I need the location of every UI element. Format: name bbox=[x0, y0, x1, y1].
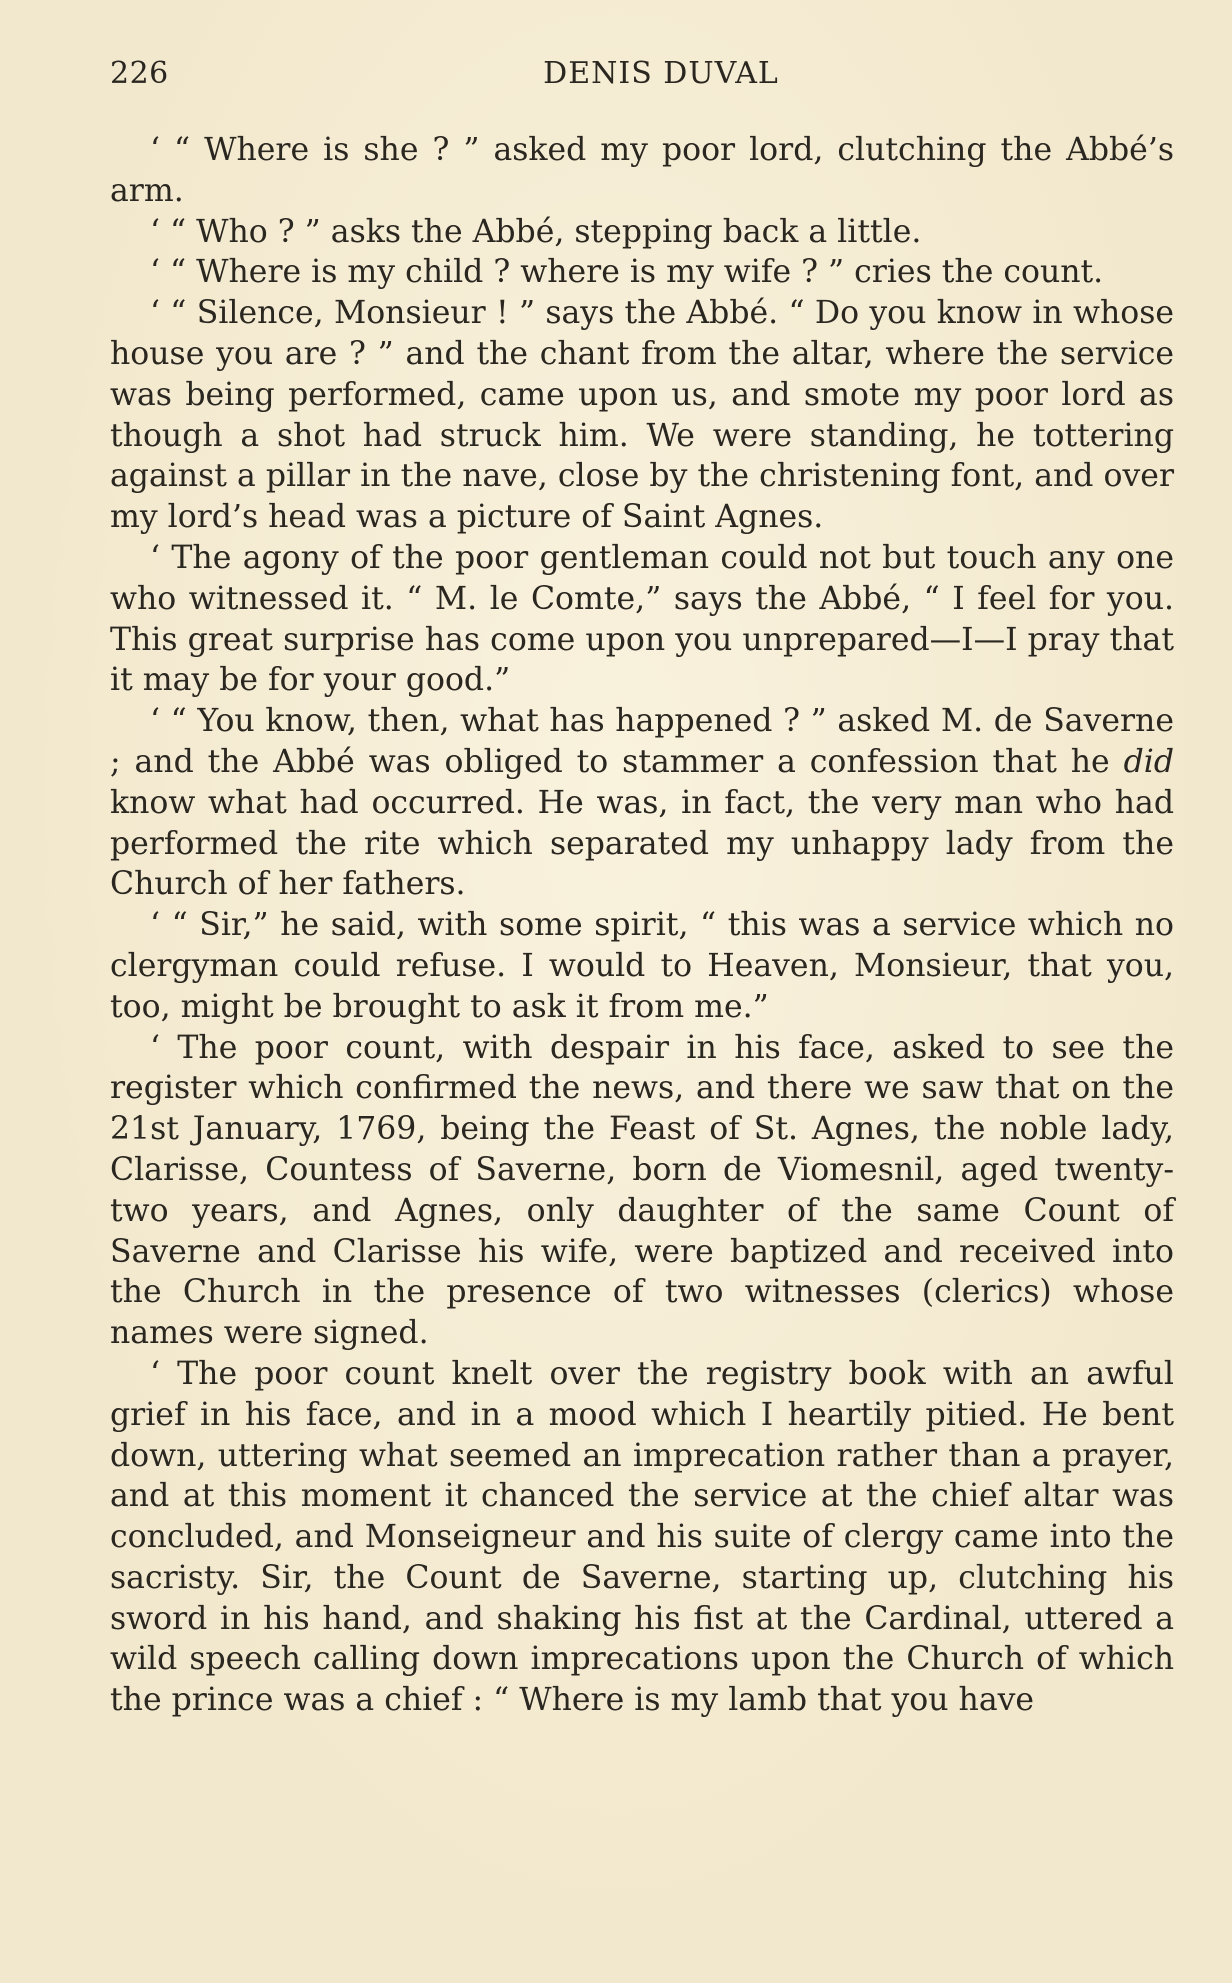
running-head: DENIS DUVAL bbox=[543, 56, 779, 91]
paragraph-text: ‘ “ You know, then, what has happened ? ” asked M. de Saverne ; and the Abbé was obliged to stammer a confession that he bbox=[110, 703, 1174, 780]
paragraph-text: know what had occurred. He was, in fact, the very man who had performed the rite which separated my unhappy lady from the Church of her fathers. bbox=[110, 784, 1174, 903]
paragraph: ‘ “ Silence, Monsieur ! ” says the Abbé. “ Do you know in whose house you are ? ” and the chant from the altar, where the service was being performed, came upon us, and smote my poor lord as though a shot had struck him. We were standing, he tottering against a pillar in the nave, close by the christening font, and over my lord’s head was a picture of Saint Agnes. bbox=[110, 295, 1174, 536]
paragraph: ‘ “ Sir,” he said, with some spirit, “ this was a service which no clergyman could refuse. I would to Heaven, Monsieur, that you, too, might be brought to ask it from me.” bbox=[110, 907, 1174, 1025]
page-header bbox=[110, 56, 1172, 106]
paragraph: ‘ “ Where is my child ? where is my wife ? ” cries the count. bbox=[150, 254, 1104, 291]
paragraph: ‘ The poor count, with despair in his face, asked to see the register which confirmed the news, and there we saw that on the 21st January, 1769, being the Feast of St. Agnes, the noble lady, Clarisse, Countess of Saverne, born de Viomesnil, aged twenty-two years, and Agnes, only daughter of the same Count of Saverne and Clarisse his wife, were baptized and received into the Church in the presence of two witnesses (clerics) whose names were signed. bbox=[110, 1029, 1174, 1352]
paragraph: ‘ “ Where is she ? ” asked my poor lord, clutching the Abbé’s arm. bbox=[110, 132, 1174, 209]
paragraph: ‘ The agony of the poor gentleman could not but touch any one who witnessed it. “ M. le Comte,” says the Abbé, “ I feel for you. This great surprise has come upon you unprepared—I—I pray that it may be for your good.” bbox=[110, 539, 1174, 699]
page-number: 226 bbox=[110, 56, 169, 91]
body-text bbox=[110, 130, 1174, 1721]
paragraph: ‘ “ Who ? ” asks the Abbé, stepping back a little. bbox=[150, 213, 922, 250]
paragraph: ‘ The poor count knelt over the registry book with an awful grief in his face, and in a mood which I heartily pitied. He bent down, uttering what seemed an imprecation rather than a prayer, and at this moment it chanced the service at the chief altar was concluded, and Monseigneur and his suite of clergy came into the sacristy. Sir, the Count de Saverne, starting up, clutching his sword in his hand, and shaking his fist at the Cardinal, uttered a wild speech calling down imprecations upon the Church of which the prince was a chief : “ Where is my lamb that you have bbox=[110, 1355, 1174, 1719]
emphasis: did bbox=[1123, 743, 1174, 780]
paragraph bbox=[110, 701, 1174, 905]
